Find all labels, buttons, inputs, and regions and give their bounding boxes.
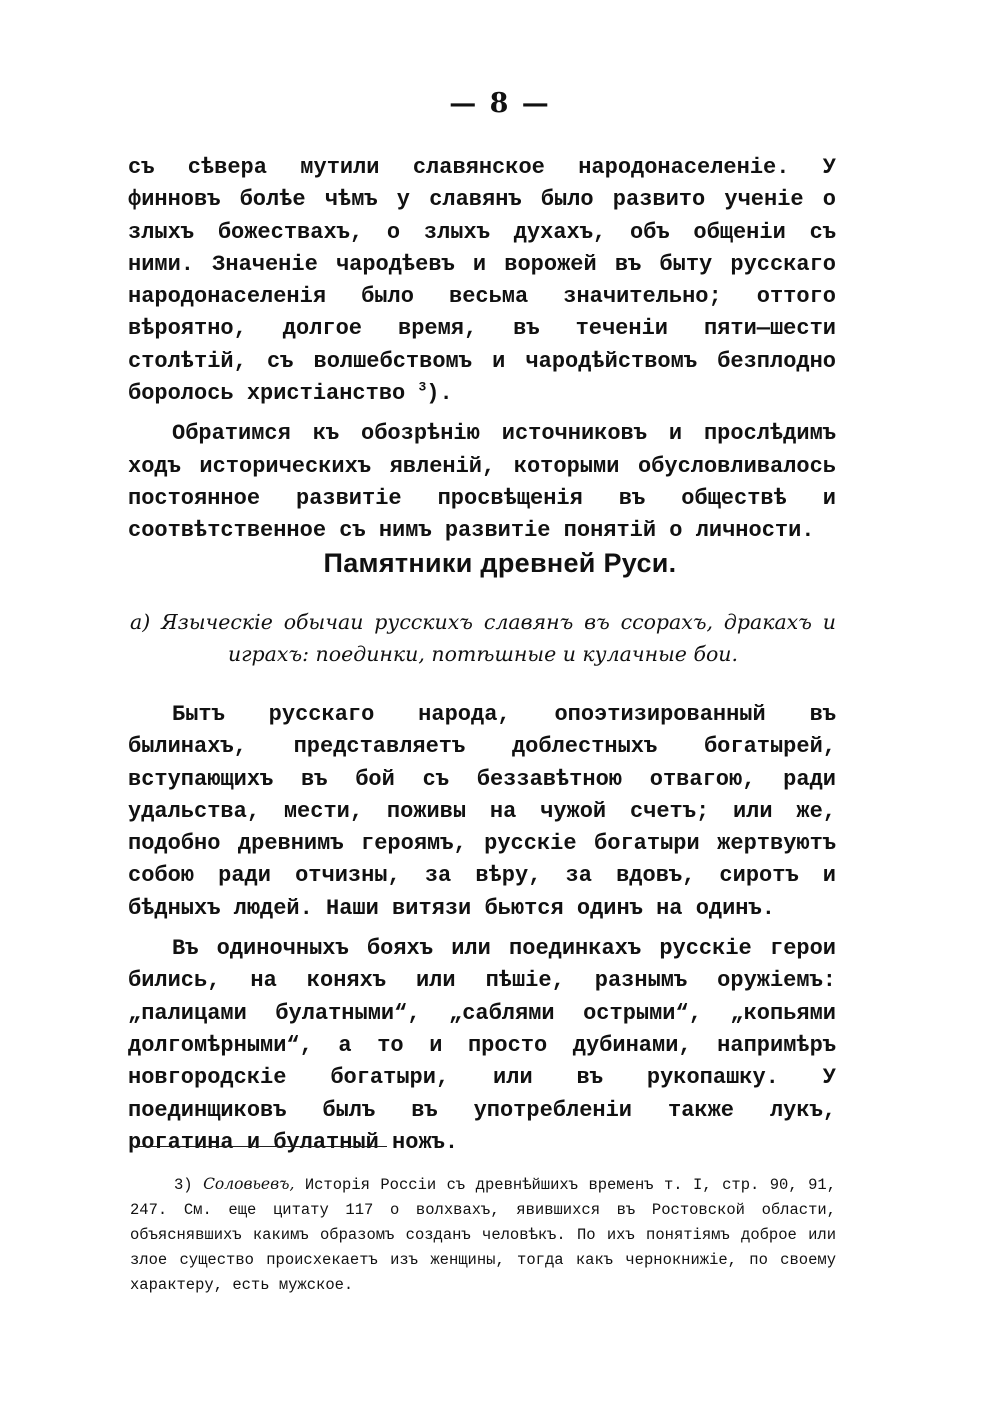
section-heading: Памятники древней Руси. (323, 548, 677, 578)
footnote-divider (133, 1146, 387, 1147)
footnote-text: Исторія Россіи съ древнѣйшихъ временъ т. I, стр. 90, 91, 247. См. еще цитату 117 о волхвахъ, явившихся въ Ростовской области, объяснявшихъ какимъ образомъ созданъ человѣкъ. По ихъ понятіямъ доброе или злое существо происхекаетъ изъ женщины, тогда какъ чернокнижіе, по своему характеру, есть мужское. (130, 1176, 836, 1294)
page-number: — 8 — (449, 88, 551, 119)
intro-paragraph-2: Обратимся къ обозрѣнію источниковъ и прослѣдимъ ходъ историческихъ явленій, которыми обусловливалось постоянное развитіе просвѣщенія въ обществѣ и соотвѣтственное съ нимъ развитіе понятій о личности. (128, 421, 836, 544)
body-text (128, 699, 836, 1159)
body-paragraph-2: Въ одиночныхъ бояхъ или поединкахъ русскіе герои бились, на коняхъ или пѣшіе, разнымъ оружіемъ: „палицами булатными“, „саблями острыми“, „копьями долгомѣрными“, а то и просто дубинами, напримѣръ новгородскіе богатыри, или въ рукопашку. У поединщиковъ былъ въ употребленіи также лукъ, рогатина и булатный ножъ. (128, 936, 836, 1155)
footnote-paragraph (130, 1172, 836, 1298)
intro-paragraph-1-end: ). (426, 381, 453, 407)
intro-paragraph-1 (128, 152, 836, 410)
footnote-reference[interactable]: 3 (418, 379, 427, 395)
intro-text (128, 152, 836, 548)
intro-paragraph-1-text: съ сѣвера мутили славянское народонаселеніе. У финновъ болѣе чѣмъ у славянъ было развито ученіе о злыхъ божествахъ, о злыхъ духахъ, объ общеніи съ ними. Значеніе чародѣевъ и ворожей въ быту русскаго народонаселенія было весьма значительно; оттого вѣроятно, долгое время, въ теченіи пяти—шести столѣтій, съ волшебствомъ и чародѣйствомъ безплодно боролось христіанство (128, 155, 836, 407)
body-paragraph-1: Бытъ русскаго народа, опоэтизированный въ былинахъ, представляетъ доблестныхъ богатырей, вступающихъ въ бой съ беззавѣтною отвагою, ради удальства, мести, поживы на чужой счетъ; или же, подобно древнимъ героямъ, русскіе богатыри жертвуютъ собою ради отчизны, за вѣру, за вдовъ, сиротъ и бѣдныхъ людей. Наши витязи бьются одинъ на одинъ. (128, 702, 836, 921)
subheading-line-1: а) Языческіе обычаи русскихъ славянъ въ ссорахъ, дракахъ и (130, 610, 836, 634)
subheading-line-2: играхъ: поединки, потѣшные и кулачные бои. (227, 642, 739, 666)
footnote (130, 1172, 836, 1298)
section-subheading (130, 606, 836, 670)
footnote-author: Соловьевъ, (203, 1175, 295, 1193)
footnote-marker: 3) (174, 1176, 193, 1194)
